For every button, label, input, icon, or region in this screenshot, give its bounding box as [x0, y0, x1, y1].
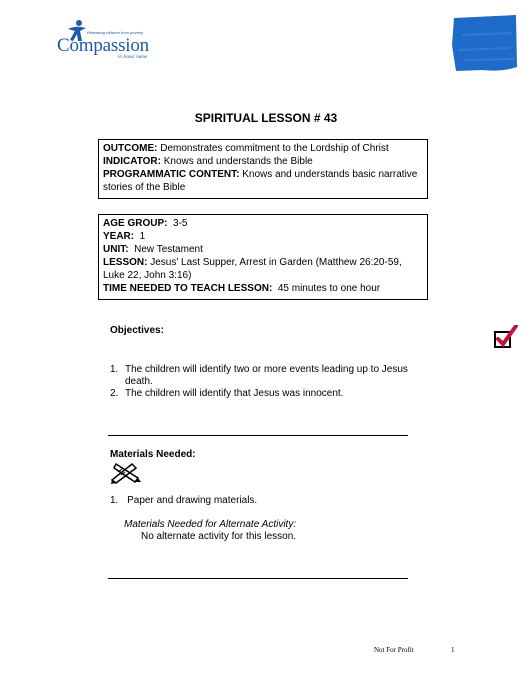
- unit-label: UNIT:: [103, 244, 129, 255]
- material-item: [110, 495, 257, 506]
- time-label: TIME NEEDED TO TEACH LESSON:: [103, 283, 273, 294]
- year-value: 1: [134, 231, 146, 242]
- lesson-info-box: [98, 214, 428, 300]
- age-label: AGE GROUP:: [103, 218, 168, 229]
- unit-value: New Testament: [128, 244, 203, 255]
- checkbox-check-icon: [494, 325, 518, 349]
- blue-brush-block: [452, 15, 518, 72]
- programmatic-label: PROGRAMMATIC CONTENT:: [103, 169, 240, 180]
- indicator-label: INDICATOR:: [103, 156, 161, 167]
- objective-text: The children will identify two or more events leading up to Jesus death.: [125, 364, 408, 387]
- objective-item: [110, 388, 410, 400]
- divider: [108, 578, 408, 579]
- lesson-value: Jesus' Last Supper, Arrest in Garden (Matthew 26:20-59, Luke 22, John 3:16): [103, 257, 402, 281]
- programmatic-value: Knows and understands basic narrative stories of the Bible: [103, 169, 418, 193]
- year-label: YEAR:: [103, 231, 135, 242]
- objective-number: 1.: [110, 364, 119, 375]
- outcome-box: [98, 139, 428, 199]
- time-value: 45 minutes to one hour: [272, 283, 381, 294]
- logo-wordmark: Compassion: [57, 35, 149, 56]
- objective-text: The children will identify that Jesus was innocent.: [125, 388, 344, 399]
- alternate-materials-heading: Materials Needed for Alternate Activity:: [124, 519, 297, 530]
- logo-tagline: Releasing children from poverty: [87, 30, 144, 35]
- logo-subline: in Jesus' name: [118, 55, 148, 60]
- objectives-heading: Objectives:: [110, 325, 164, 336]
- footer-label: Not For Profit: [374, 646, 414, 654]
- lesson-label: LESSON:: [103, 257, 148, 268]
- material-text: Paper and drawing materials.: [127, 495, 258, 506]
- alternate-materials-body: No alternate activity for this lesson.: [141, 531, 297, 542]
- objective-number: 2.: [110, 388, 119, 399]
- indicator-value: Knows and understands the Bible: [160, 156, 313, 167]
- page-number: 1: [451, 646, 455, 654]
- age-value: 3-5: [167, 218, 188, 229]
- divider: [108, 435, 408, 436]
- material-number: 1.: [110, 495, 119, 506]
- outcome-value: Demonstrates commitment to the Lordship of Christ: [157, 143, 389, 154]
- outcome-label: OUTCOME:: [103, 143, 158, 154]
- page-title: SPIRITUAL LESSON # 43: [194, 111, 338, 125]
- objective-item: [110, 364, 410, 388]
- materials-heading: Materials Needed:: [110, 449, 196, 460]
- pencils-icon: [110, 460, 142, 484]
